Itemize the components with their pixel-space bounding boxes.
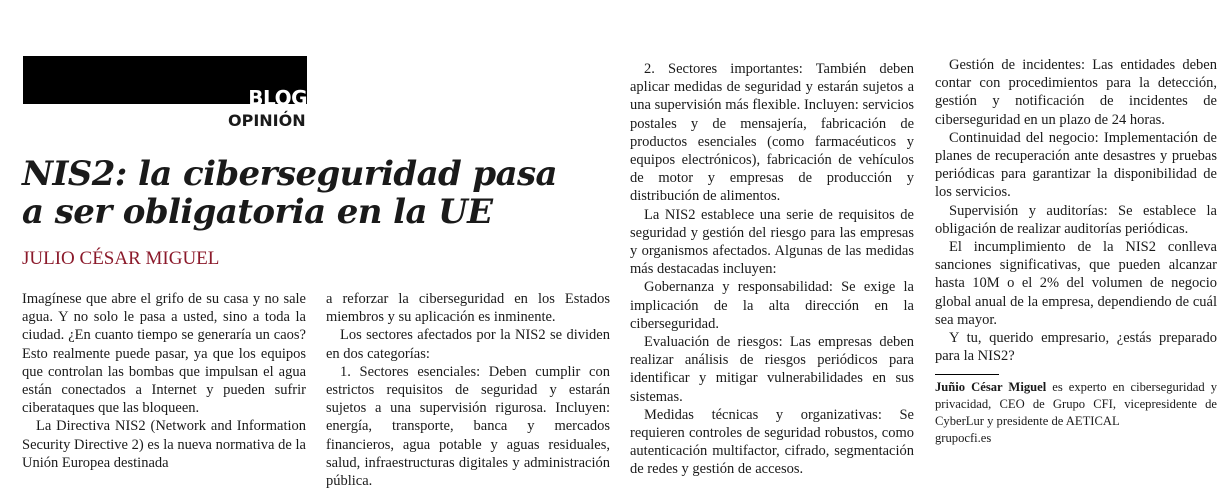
bio-divider xyxy=(935,374,999,375)
paragraph: Imagínese que abre el grifo de su casa y no sale agua. Y no solo le pasa a usted, sino a toda la ciudad. ¿En cuanto tiempo se generaría un caos? Esto realmente puede pasar, ya que los equipos que controlan las bombas que impulsan el agua están conectados a Internet y pueden sufrir ciberataques que las bloqueen. xyxy=(22,291,306,417)
paragraph: Supervisión y auditorías: Se establece la obligación de realizar auditorías periódicas. xyxy=(935,202,1217,237)
paragraph: a reforzar la ciberseguridad en los Estados miembros y su aplicación es inminente. xyxy=(326,291,610,326)
article-title xyxy=(22,155,582,231)
paragraph: La NIS2 establece una serie de requisitos de seguridad y gestión del riesgo para las empresas y organismos afectados. Algunas de las medidas más destacadas incluyen: xyxy=(630,206,914,278)
section-label: BLOG xyxy=(248,86,307,110)
column-4 xyxy=(935,56,1217,447)
paragraph: El incumplimiento de la NIS2 conlleva sanciones significativas, que pueden alcanzar hasta 10M o el 2% del volumen de negocio global anual de la empresa, dependiendo de cuál sea mayor. xyxy=(935,239,1217,328)
title-line-2: a ser obligatoria en la UE xyxy=(22,192,493,232)
paragraph: Y tu, querido empresario, ¿estás preparado para la NIS2? xyxy=(935,330,1217,365)
column-1 xyxy=(22,290,306,472)
bio-text: es experto en ciberseguridad y privacidad, CEO de Grupo CFI, vicepresidente de CyberLur y presidente de AETICAL xyxy=(935,380,1218,429)
subsection-label: OPINIÓN xyxy=(228,111,306,130)
paragraph: Gestión de incidentes: Las entidades deben contar con procedimientos para la detección, gestión y notificación de incidentes de ciberseguridad en un plazo de 24 horas. xyxy=(935,57,1217,128)
paragraph: Evaluación de riesgos: Las empresas deben realizar análisis de riesgos periódicos para identificar y mitigar vulnerabilidades en sus sistemas. xyxy=(630,334,914,405)
paragraph: 2. Sectores importantes: También deben aplicar medidas de seguridad y estarán sujetos a una supervisión más flexible. Incluyen: servicios postales y de mensajería, fabricación de productos esenciales (como farmacéuticos y equipos electrónicos), fabricación de vehículos de motor y empresas de producción y distribución de alimentos. xyxy=(630,61,914,205)
author-website: grupocfi.es xyxy=(935,431,992,446)
author-bio xyxy=(935,379,1217,430)
paragraph: 1. Sectores esenciales: Deben cumplir con estrictos requisitos de seguridad y estarán sujetos a una supervisión rigurosa. Incluyen: energía, transporte, banca y mercados financieros, agua potable y aguas residuales, salud, infraestructuras digitales y administración pública. xyxy=(326,363,610,490)
title-line-1: NIS2: la ciberseguridad pasa xyxy=(22,154,557,194)
paragraph: Gobernanza y responsabilidad: Se exige la implicación de la alta dirección en la ciberseguridad. xyxy=(630,279,914,332)
paragraph: La Directiva NIS2 (Network and Information Security Directive 2) es la nueva normativa de la Unión Europea destinada xyxy=(22,418,306,471)
author-byline: JULIO CÉSAR MIGUEL xyxy=(22,248,220,269)
paragraph: Medidas técnicas y organizativas: Se requieren controles de seguridad robustos, como autenticación multifactor, cifrado, segmentación de redes y gestión de accesos. xyxy=(630,406,914,478)
bio-name: Juñio César Miguel xyxy=(935,380,1047,395)
paragraph: Los sectores afectados por la NIS2 se dividen en dos categorías: xyxy=(326,327,610,362)
paragraph: Continuidad del negocio: Implementación de planes de recuperación ante desastres y pruebas periódicas para garantizar la disponibilidad de los servicios. xyxy=(935,129,1217,201)
column-2 xyxy=(326,290,610,490)
blog-banner xyxy=(23,56,307,110)
column-3 xyxy=(630,60,914,479)
